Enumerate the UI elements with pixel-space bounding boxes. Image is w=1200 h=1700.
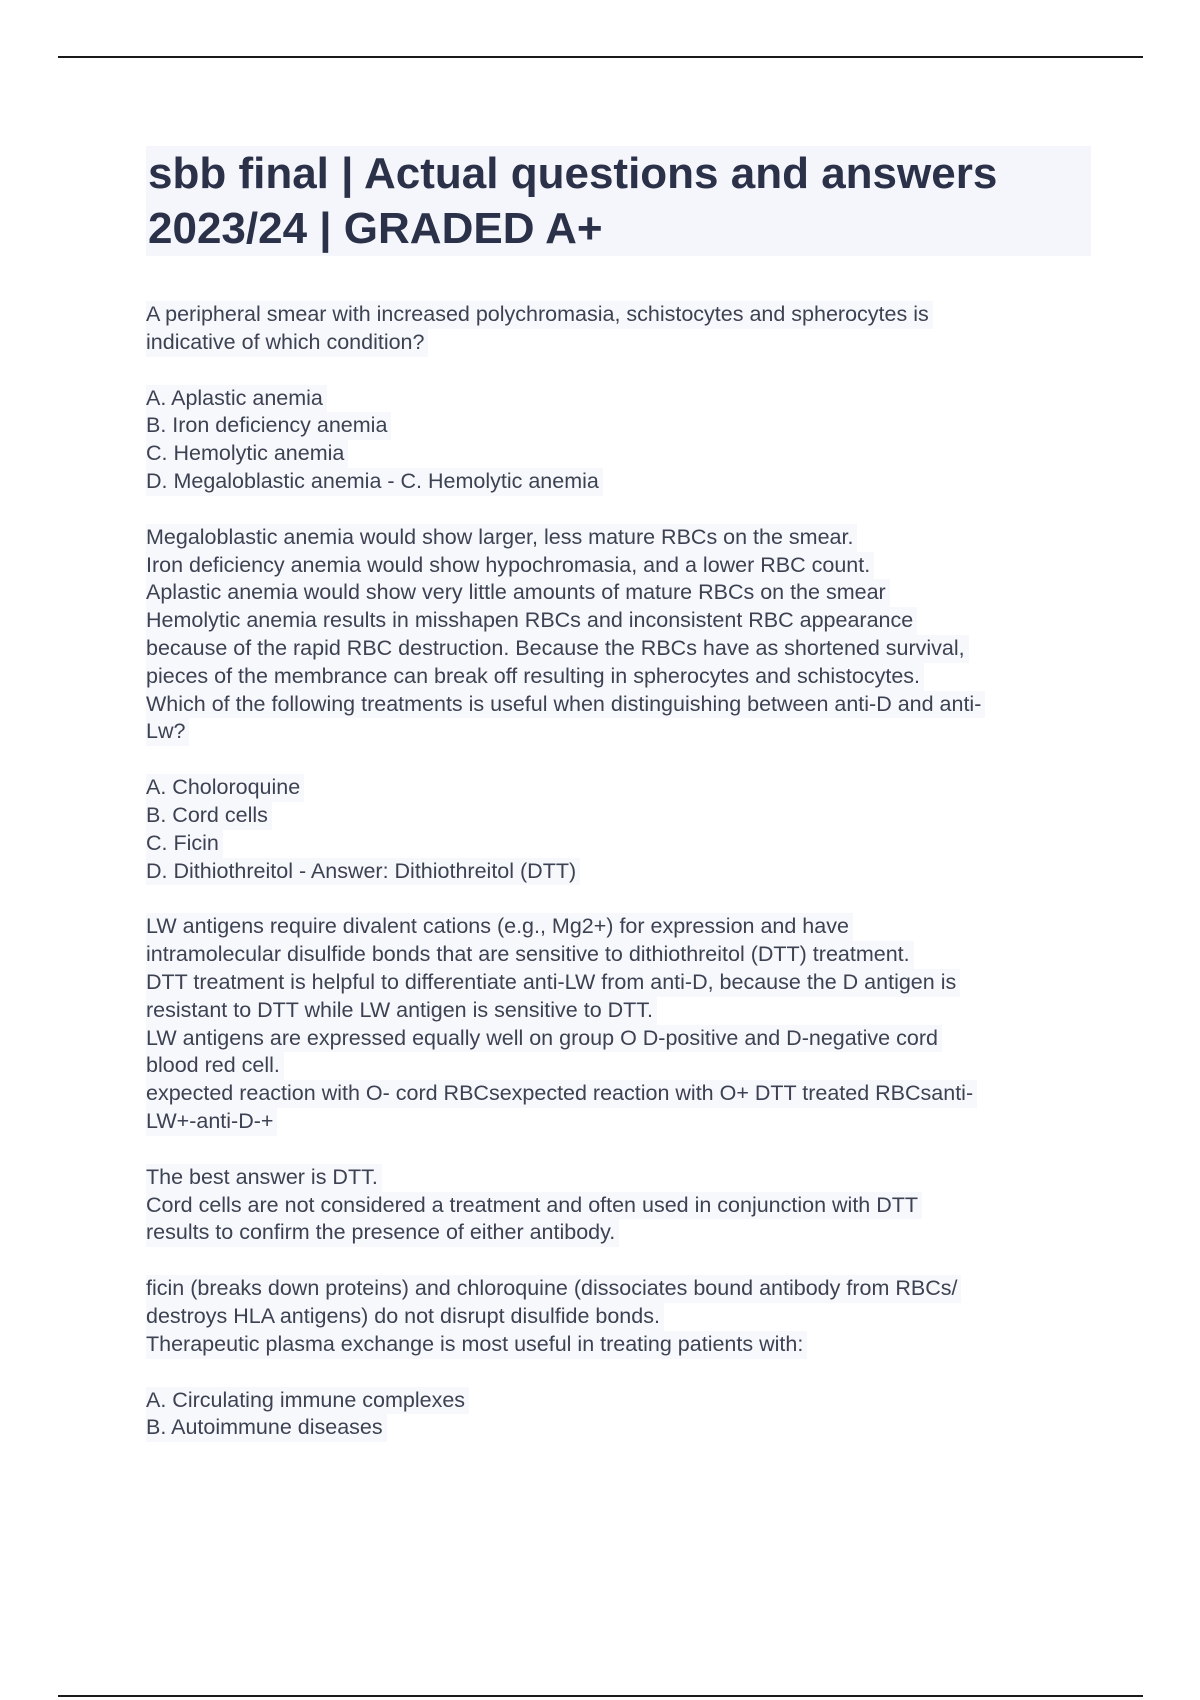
text-line: D. Megaloblastic anemia - C. Hemolytic anemia [146, 468, 603, 496]
text-line: results to confirm the presence of either antibody. [146, 1219, 619, 1247]
text-line: resistant to DTT while LW antigen is sensitive to DTT. [146, 997, 657, 1025]
text-line: Megaloblastic anemia would show larger, less mature RBCs on the smear. [146, 524, 857, 552]
paragraph [146, 1275, 1091, 1358]
text-line: Lw? [146, 718, 189, 746]
text-line: Which of the following treatments is useful when distinguishing between anti-D and anti- [146, 691, 985, 719]
text-line: A. Aplastic anemia [146, 385, 327, 413]
text-line: Therapeutic plasma exchange is most useful in treating patients with: [146, 1331, 807, 1359]
text-line: A. Circulating immune complexes [146, 1387, 469, 1415]
text-line: LW antigens require divalent cations (e.g., Mg2+) for expression and have [146, 913, 853, 941]
text-line: ficin (breaks down proteins) and chloroquine (dissociates bound antibody from RBCs/ [146, 1275, 961, 1303]
title-line: 2023/24 | GRADED A+ [148, 204, 603, 253]
paragraph [146, 913, 1091, 1135]
text-line: intramolecular disulfide bonds that are sensitive to dithiothreitol (DTT) treatment. [146, 941, 914, 969]
text-line: Aplastic anemia would show very little amounts of mature RBCs on the smear [146, 579, 890, 607]
paragraph [146, 301, 1091, 357]
paragraph [146, 774, 1091, 885]
paragraph [146, 385, 1091, 496]
text-line: B. Iron deficiency anemia [146, 412, 391, 440]
bottom-rule [58, 1695, 1143, 1697]
text-line: A. Choloroquine [146, 774, 304, 802]
text-line: indicative of which condition? [146, 329, 428, 357]
text-line: LW antigens are expressed equally well on group O D-positive and D-negative cord [146, 1025, 942, 1053]
text-line: because of the rapid RBC destruction. Because the RBCs have as shortened survival, [146, 635, 969, 663]
document-body [146, 301, 1091, 1442]
paragraph [146, 524, 1091, 746]
title-line: sbb final | Actual questions and answers [148, 149, 998, 198]
text-line: expected reaction with O- cord RBCsexpected reaction with O+ DTT treated RBCsanti- [146, 1080, 977, 1108]
text-line: C. Hemolytic anemia [146, 440, 348, 468]
text-line: Cord cells are not considered a treatment and often used in conjunction with DTT [146, 1192, 922, 1220]
text-line: blood red cell. [146, 1052, 284, 1080]
text-line: Iron deficiency anemia would show hypochromasia, and a lower RBC count. [146, 552, 874, 580]
text-line: LW+-anti-D-+ [146, 1108, 277, 1136]
paragraph [146, 1164, 1091, 1247]
text-line: Hemolytic anemia results in misshapen RBCs and inconsistent RBC appearance [146, 607, 917, 635]
text-line: B. Cord cells [146, 802, 272, 830]
text-line: pieces of the membrance can break off resulting in spherocytes and schistocytes. [146, 663, 924, 691]
document-title [146, 146, 1091, 256]
text-line: A peripheral smear with increased polychromasia, schistocytes and spherocytes is [146, 301, 933, 329]
text-line: D. Dithiothreitol - Answer: Dithiothreitol (DTT) [146, 858, 580, 886]
text-line: destroys HLA antigens) do not disrupt disulfide bonds. [146, 1303, 664, 1331]
text-line: DTT treatment is helpful to differentiate anti-LW from anti-D, because the D antigen is [146, 969, 960, 997]
top-rule [58, 56, 1143, 58]
paragraph [146, 1387, 1091, 1443]
text-line: C. Ficin [146, 830, 223, 858]
document-content [146, 146, 1091, 1470]
text-line: B. Autoimmune diseases [146, 1414, 387, 1442]
text-line: The best answer is DTT. [146, 1164, 382, 1192]
